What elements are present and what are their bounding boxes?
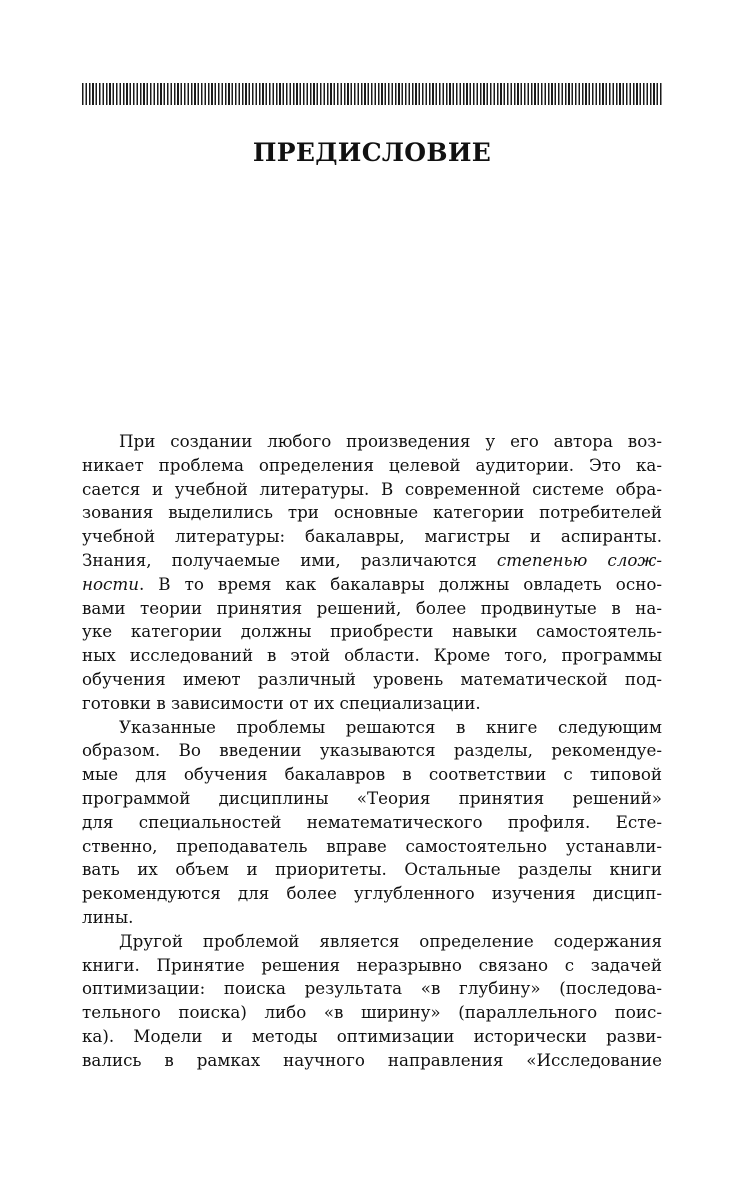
text-line [82,549,662,573]
text-segment: лины. [82,906,134,927]
text-segment: Другой проблемой является определение содержания [119,930,662,951]
text-line [82,1025,662,1049]
text-line [82,430,662,454]
text-segment: Знания, получаемые ими, различаются [82,549,497,570]
text-segment: вались в рамках научного направления «Исследование [82,1049,662,1070]
text-line [82,858,662,882]
text-line [82,716,662,740]
text-line [82,573,662,597]
text-line [82,835,662,859]
text-segment: тельного поиска) либо «в ширину» (параллельного поис- [82,1002,662,1023]
text-segment: книги. Принятие решения неразрывно связано с задачей [82,954,662,975]
text-segment: вами теории принятия решений, более продвинутые в на- [82,597,662,618]
text-line [82,454,662,478]
text-line [82,882,662,906]
text-line [82,954,662,978]
text-segment: сается и учебной литературы. В современной системе обра- [82,478,662,499]
text-segment: вать их объем и приоритеты. Остальные разделы книги [82,859,662,880]
text-segment: готовки в зависимости от их специализации. [82,692,481,713]
text-line [82,811,662,835]
text-segment: никает проблема определения целевой аудитории. Это ка- [82,454,662,475]
text-segment: зования выделились три основные категории потребителей [82,502,662,523]
text-segment: мые для обучения бакалавров в соответствии с типовой [82,764,662,785]
text-segment: для специальностей нематематического профиля. Есте- [82,811,662,832]
text-line [82,930,662,954]
text-line [82,597,662,621]
text-line [82,644,662,668]
text-segment: ка). Модели и методы оптимизации исторически разви- [82,1025,662,1046]
text-line [82,478,662,502]
italic-text: ности [82,573,139,594]
paragraph [82,716,662,930]
text-segment: Указанные проблемы решаются в книге следующим [119,716,662,737]
text-line [82,977,662,1001]
text-line [82,1001,662,1025]
body-text [82,430,662,1073]
paragraph [82,930,662,1073]
text-segment: При создании любого произведения у его автора воз- [119,431,662,451]
text-line [82,763,662,787]
text-line [82,620,662,644]
text-line [82,501,662,525]
text-segment: обучения имеют различный уровень математической под- [82,668,662,689]
text-line [82,906,662,930]
text-line [82,668,662,692]
text-segment: рекомендуются для более углубленного изучения дисцип- [82,883,662,904]
paragraph [82,430,662,716]
text-line [82,739,662,763]
text-segment: ственно, преподаватель вправе самостоятельно устанавли- [82,835,662,856]
page-title: ПРЕДИСЛОВИЕ [252,138,492,167]
italic-text: степенью слож- [496,549,662,570]
text-segment: оптимизации: поиска результата «в глубину» (последова- [82,978,662,999]
text-line [82,525,662,549]
text-line [82,1049,662,1073]
text-segment: учебной литературы: бакалавры, магистры и аспиранты. [82,526,662,547]
text-segment: ных исследований в этой области. Кроме того, программы [82,645,662,666]
text-segment: программой дисциплины «Теория принятия решений» [82,787,662,808]
text-line [82,692,662,716]
text-segment: . В то время как бакалавры должны овладеть осно- [138,573,662,594]
header-ornament-band [82,83,662,105]
text-line [82,787,662,811]
text-segment: уке категории должны приобрести навыки самостоятель- [82,621,662,642]
text-segment: образом. Во введении указываются разделы, рекомендуе- [82,740,662,761]
